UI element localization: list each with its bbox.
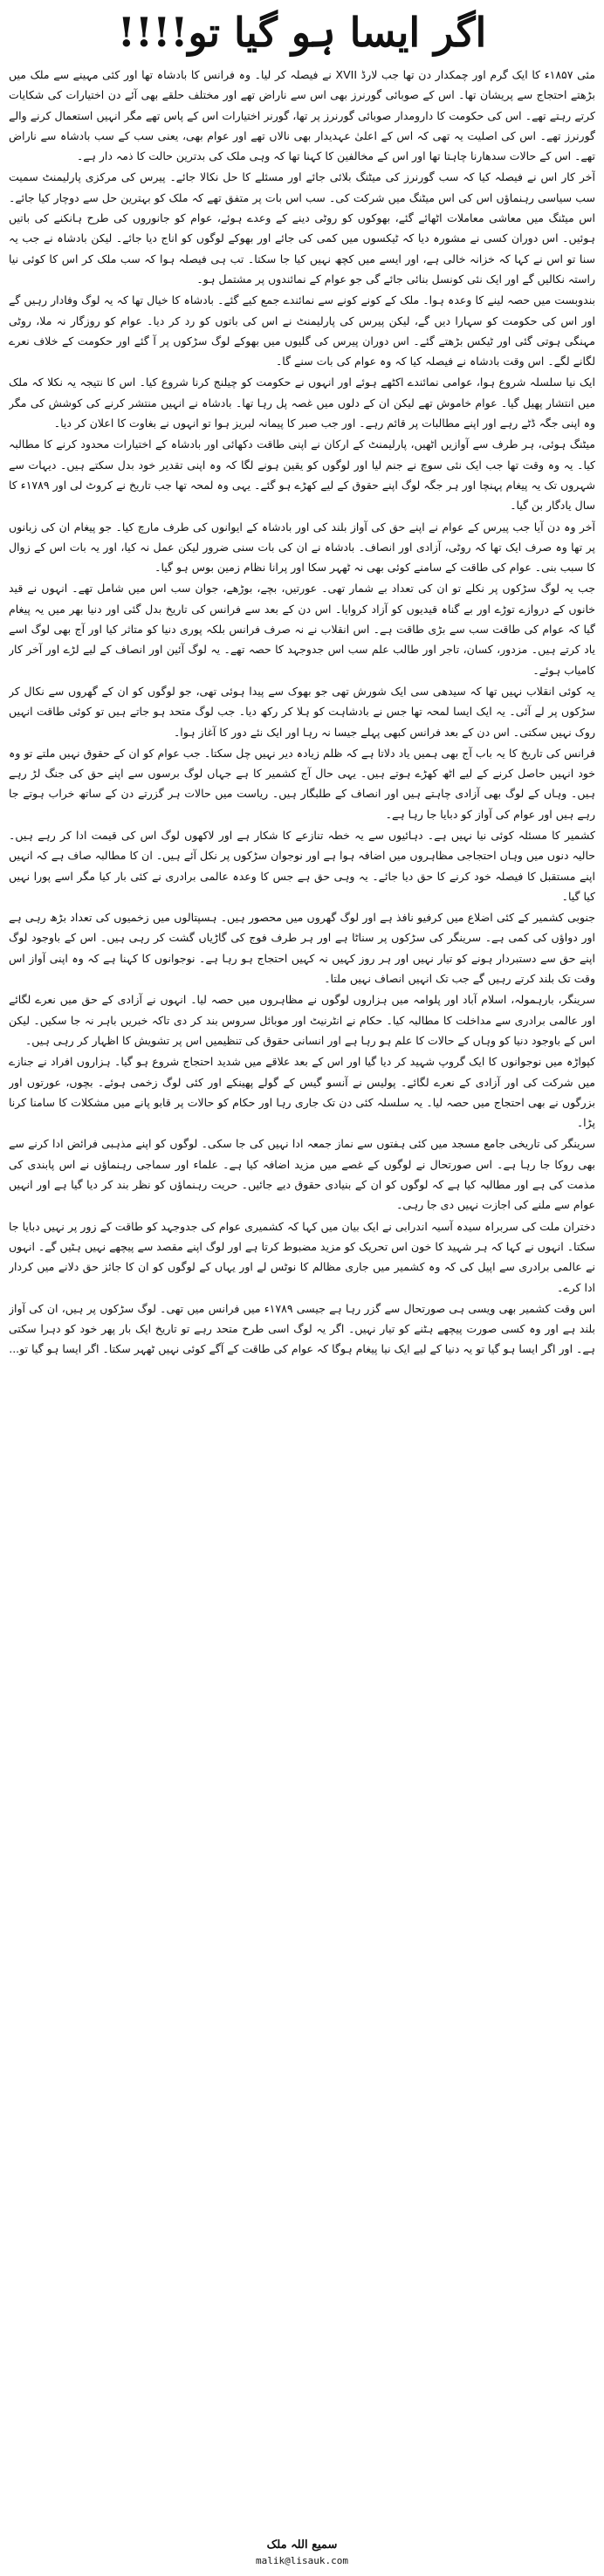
article-paragraph: جب یہ لوگ سڑکوں پر نکلے تو ان کی تعداد بے شمار تھی۔ عورتیں، بچے، بوڑھے، جوان سب اس میں شامل تھے۔ انہوں نے قید خانوں کے دروازے توڑے اور بے گناہ قیدیوں کو آزاد کروایا۔ اس دن کے بعد سے فرانس کی تاریخ بدل گئی اور دنیا بھر میں یہ پیغام گیا کہ عوام کی طاقت سب سے بڑی طاقت ہے۔ اس انقلاب نے نہ صرف فرانس بلکہ پوری دنیا کو متاثر کیا اور آج بھی لوگ اسے یاد کرتے ہیں۔ مزدور، کسان، تاجر اور طالب علم سب اس جدوجہد کا حصہ تھے۔ یہ لوگ آئین اور انصاف کے لیے لڑے اور آخر کار کامیاب ہوئے۔	[9, 582, 595, 677]
article-paragraph: آخر کار اس نے فیصلہ کیا کہ سب گورنرز کی میٹنگ بلائی جائے اور مسئلے کا حل نکالا جائے۔ پیرس کی مرکزی پارلیمنٹ سمیت سب سیاسی رہنماؤں اس کی اس میٹنگ میں شرکت کی۔ سب اس بات پر متفق تھے کہ ملک کو بہترین حل سے دوچار کیا جائے۔ اس میٹنگ میں معاشی معاملات اٹھائے گئے، بھوکوں کو روٹی دینے کے وعدے ہوئے، عوام کو جانوروں کی طرح ہانکنے کی باتیں ہوئیں۔ اس دوران کسی نے مشورہ دیا کہ ٹیکسوں میں کمی کی جائے اور بھوکے لوگوں کو اناج دیا جائے۔ لیکن بادشاہ نے جب یہ سنا تو اس نے کہا کہ خزانہ خالی ہے، اور ایسے میں کچھ نہیں کیا جا سکتا۔ تب ہی فیصلہ ہوا کہ سب ملک کر اس کا کوئی نیا راستہ نکالیں گے اور ایک نئی کونسل بنائی جائے گی جو عوام کے نمائندوں پر مشتمل ہو۔	[9, 170, 595, 286]
article-paragraph: بندوبست میں حصہ لینے کا وعدہ ہوا۔ ملک کے کونے کونے سے نمائندے جمع کیے گئے۔ بادشاہ کا خیال تھا کہ یہ لوگ وفادار رہیں گے اور اس کی حکومت کو سہارا دیں گے، لیکن پیرس کی پارلیمنٹ نے اس کی باتوں کو رد کر دیا۔ عوام کو روزگار نہ ملا، روٹی مہنگی ہوتی گئی اور ٹیکس بڑھتے گئے۔ اس دوران پیرس کی گلیوں میں بھوکے لوگ سڑکوں پر آ گئے اور حکومت کے خلاف نعرے لگانے لگے۔ اس وقت بادشاہ نے فیصلہ کیا کہ وہ عوام کی بات سنے گا۔	[9, 293, 595, 368]
article-paragraph: یہ کوئی انقلاب نہیں تھا کہ سیدھی سی ایک شورش تھی جو بھوک سے پیدا ہوئی تھی، جو لوگوں کو ان کے گھروں سے نکال کر سڑکوں پر لے آئی۔ یہ ایک ایسا لمحہ تھا جس نے بادشاہت کو ہلا کر رکھ دیا۔ جب لوگ متحد ہو جاتے ہیں تو کوئی طاقت انہیں روک نہیں سکتی۔ اس دن کے بعد فرانس کبھی پہلے جیسا نہ رہا اور ایک نئے دور کا آغاز ہوا۔	[9, 684, 595, 739]
article-title: اگر ایسا ہو گیا تو!!!!	[117, 9, 487, 56]
article-paragraph: جنوبی کشمیر کے کئی اضلاع میں کرفیو نافذ ہے اور لوگ گھروں میں محصور ہیں۔ ہسپتالوں میں زخمیوں کی تعداد بڑھ رہی ہے اور دواؤں کی کمی ہے۔ سرینگر کی سڑکوں پر سناٹا ہے اور ہر طرف فوج کی گاڑیاں گشت کر رہی ہیں۔ اس کے باوجود لوگ اپنے حق سے دستبردار ہونے کو تیار نہیں اور ہر روز کہیں نہ کہیں احتجاج ہو رہا ہے۔ نوجوانوں کا کہنا ہے کہ وہ اپنی آواز اس وقت تک بلند کرتے رہیں گے جب تک انہیں انصاف نہیں ملتا۔	[9, 911, 595, 986]
article-paragraph: ایک نیا سلسلہ شروع ہوا، عوامی نمائندے اکٹھے ہوئے اور انہوں نے حکومت کو چیلنج کرنا شروع کیا۔ اس کا نتیجہ یہ نکلا کہ ملک میں انتشار پھیل گیا۔ عوام خاموش تھے لیکن ان کے دلوں میں غصہ پل رہا تھا۔ بادشاہ نے انہیں منتشر کرنے کی کوشش کی مگر وہ اپنی جگہ ڈٹے رہے اور اپنے مطالبات پر قائم رہے۔ اور جب صبر کا پیمانہ لبریز ہوا تو انہوں نے بغاوت کا اعلان کر دیا۔	[9, 375, 595, 430]
article-page	[9, 7, 595, 2569]
article-paragraph: سرینگر کی تاریخی جامع مسجد میں کئی ہفتوں سے نماز جمعہ ادا نہیں کی جا سکی۔ لوگوں کو اپنے مذہبی فرائض ادا کرنے سے بھی روکا جا رہا ہے۔ اس صورتحال نے لوگوں کے غصے میں مزید اضافہ کیا ہے۔ علماء اور سماجی رہنماؤں نے اس پابندی کی مذمت کی ہے اور مطالبہ کیا ہے کہ لوگوں کو ان کے بنیادی حقوق دیے جائیں۔ حریت رہنماؤں کو نظر بند کر دیا گیا ہے اور انہیں عوام سے ملنے کی اجازت نہیں دی جا رہی۔	[9, 1137, 595, 1212]
article-paragraph: فرانس کی تاریخ کا یہ باب آج بھی ہمیں یاد دلاتا ہے کہ ظلم زیادہ دیر نہیں چل سکتا۔ جب عوام کو ان کے حقوق نہیں ملتے تو وہ خود انہیں حاصل کرنے کے لیے اٹھ کھڑے ہوتے ہیں۔ یہی حال آج کشمیر کا ہے جہاں لوگ برسوں سے اپنے حق کی جنگ لڑ رہے ہیں۔ وہاں کے لوگ بھی آزادی چاہتے ہیں اور انصاف کے طلبگار ہیں۔ ریاست میں حالات ہر گزرتے دن کے ساتھ خراب ہوتے جا رہے ہیں اور عوام کی آواز کو دبایا جا رہا ہے۔	[9, 746, 595, 821]
article-paragraph: میٹنگ ہوئی، ہر طرف سے آوازیں اٹھیں، پارلیمنٹ کے ارکان نے اپنی طاقت دکھائی اور بادشاہ کے اختیارات محدود کرنے کا مطالبہ کیا۔ یہ وہ وقت تھا جب ایک نئی سوچ نے جنم لیا اور لوگوں کو یقین ہونے لگا کہ وہ اپنی تقدیر خود بدل سکتے ہیں۔ دیہات سے شہروں تک یہ پیغام پہنچا اور ہر جگہ لوگ اپنے حقوق کے لیے کھڑے ہو گئے۔ یہی وہ لمحہ تھا جب تاریخ نے کروٹ لی اور ۱۷۸۹ء کا سال یادگار بن گیا۔	[9, 437, 595, 513]
article-body	[9, 65, 595, 1360]
article-paragraph: دختران ملت کی سربراہ سیدہ آسیہ اندرابی نے ایک بیان میں کہا کہ کشمیری عوام کی جدوجہد کو طاقت کے زور پر نہیں دبایا جا سکتا۔ انہوں نے کہا کہ ہر شہید کا خون اس تحریک کو مزید مضبوط کرتا ہے اور لوگ اپنے مقصد سے پیچھے نہیں ہٹیں گے۔ انہوں نے عالمی برادری سے اپیل کی کہ وہ کشمیر میں جاری مظالم کا نوٹس لے اور یہاں کے لوگوں کو ان کا جائز حق دلانے میں کردار ادا کرے۔	[9, 1219, 595, 1294]
article-paragraph: کپواڑہ میں نوجوانوں کا ایک گروپ شہید کر دیا گیا اور اس کے بعد علاقے میں شدید احتجاج شروع ہو گیا۔ ہزاروں افراد نے جنازے میں شرکت کی اور آزادی کے نعرے لگائے۔ پولیس نے آنسو گیس کے گولے پھینکے اور کئی لوگ زخمی ہوئے۔ بچوں، عورتوں اور بزرگوں نے بھی احتجاج میں حصہ لیا۔ یہ سلسلہ کئی دن تک جاری رہا اور حکام کو حالات پر قابو پانے میں مشکلات کا سامنا کرنا پڑا۔	[9, 1055, 595, 1130]
article-footer	[9, 2538, 595, 2569]
article-paragraph: مئی ۱۸۵۷ء کا ایک گرم اور چمکدار دن تھا جب لارڈ XVII نے فیصلہ کر لیا۔ وہ فرانس کا بادشاہ تھا اور کئی مہینے سے ملک میں بڑھتے احتجاج سے پریشان تھا۔ اس کے صوبائی گورنرز بھی اس سے ناراض تھے اور مختلف حلقے بھی آئے دن اختیارات کی شکایات کرتے رہتے تھے۔ اس کی حکومت کا دارومدار صوبائی گورنرز پر تھا، گورنر اختیارات اس کے پاس تھے مگر انہیں استعمال کرنے والے گورنرز تھے۔ اس کی اصلیت یہ تھی کہ اس کے اعلیٰ عہدیدار بھی نالاں تھے اور عوام بھی، یعنی سب کے سب بادشاہ سے ناراض تھے۔ اس کے حالات سدھارنا چاہتا تھا اور اس کے مخالفین کا کہنا تھا کہ وہی ملک کی بدترین حالت کا ذمہ دار ہے۔	[9, 68, 595, 163]
author-name: سمیع اللہ ملک	[266, 2538, 338, 2552]
article-paragraph: آخر وہ دن آیا جب پیرس کے عوام نے اپنے حق کی آواز بلند کی اور بادشاہ کے ایوانوں کی طرف مارچ کیا۔ جو پیغام ان کی زبانوں پر تھا وہ صرف ایک تھا کہ روٹی، آزادی اور انصاف۔ بادشاہ نے ان کی بات سنی ضرور لیکن عمل نہ کیا، اور یہ بات اس کے زوال کا سبب بنی۔ عوام کی طاقت کے سامنے کوئی بھی نہ ٹھہر سکا اور پرانا نظام زمین بوس ہو گیا۔	[9, 520, 595, 575]
article-paragraph: کشمیر کا مسئلہ کوئی نیا نہیں ہے۔ دہائیوں سے یہ خطہ تنازعے کا شکار ہے اور لاکھوں لوگ اس کی قیمت ادا کر رہے ہیں۔ حالیہ دنوں میں وہاں احتجاجی مظاہروں میں اضافہ ہوا ہے اور نوجوان سڑکوں پر نکل آئے ہیں۔ ان کا مطالبہ صاف ہے کہ انہیں اپنے مستقبل کا فیصلہ خود کرنے کا حق دیا جائے۔ یہ وہی حق ہے جس کا وعدہ عالمی برادری نے کئی بار کیا مگر اسے پورا نہیں کیا گیا۔	[9, 828, 595, 903]
article-paragraph: سرینگر، بارہمولہ، اسلام آباد اور پلوامہ میں ہزاروں لوگوں نے مظاہروں میں حصہ لیا۔ انہوں نے آزادی کے حق میں نعرے لگائے اور عالمی برادری سے مداخلت کا مطالبہ کیا۔ حکام نے انٹرنیٹ اور موبائل سروس بند کر دی تاکہ خبریں باہر نہ جا سکیں۔ لیکن اس کے باوجود دنیا کو وہاں کے حالات کا علم ہو رہا ہے اور انسانی حقوق کی تنظیمیں اس پر تشویش کا اظہار کر رہی ہیں۔	[9, 993, 595, 1047]
author-email[interactable]: malik@lisauk.com	[256, 2555, 348, 2566]
article-paragraph: اس وقت کشمیر بھی ویسی ہی صورتحال سے گزر رہا ہے جیسی ۱۷۸۹ء میں فرانس میں تھی۔ لوگ سڑکوں پر ہیں، ان کی آواز بلند ہے اور وہ کسی صورت پیچھے ہٹنے کو تیار نہیں۔ اگر یہ لوگ اسی طرح متحد رہے تو تاریخ ایک بار پھر خود کو دہرا سکتی ہے۔ اور اگر ایسا ہو گیا تو یہ دنیا کے لیے ایک نیا پیغام ہوگا کہ عوام کی طاقت کے آگے کوئی نہیں ٹھہر سکتا۔ اگر ایسا ہو گیا تو...	[9, 1301, 595, 1356]
